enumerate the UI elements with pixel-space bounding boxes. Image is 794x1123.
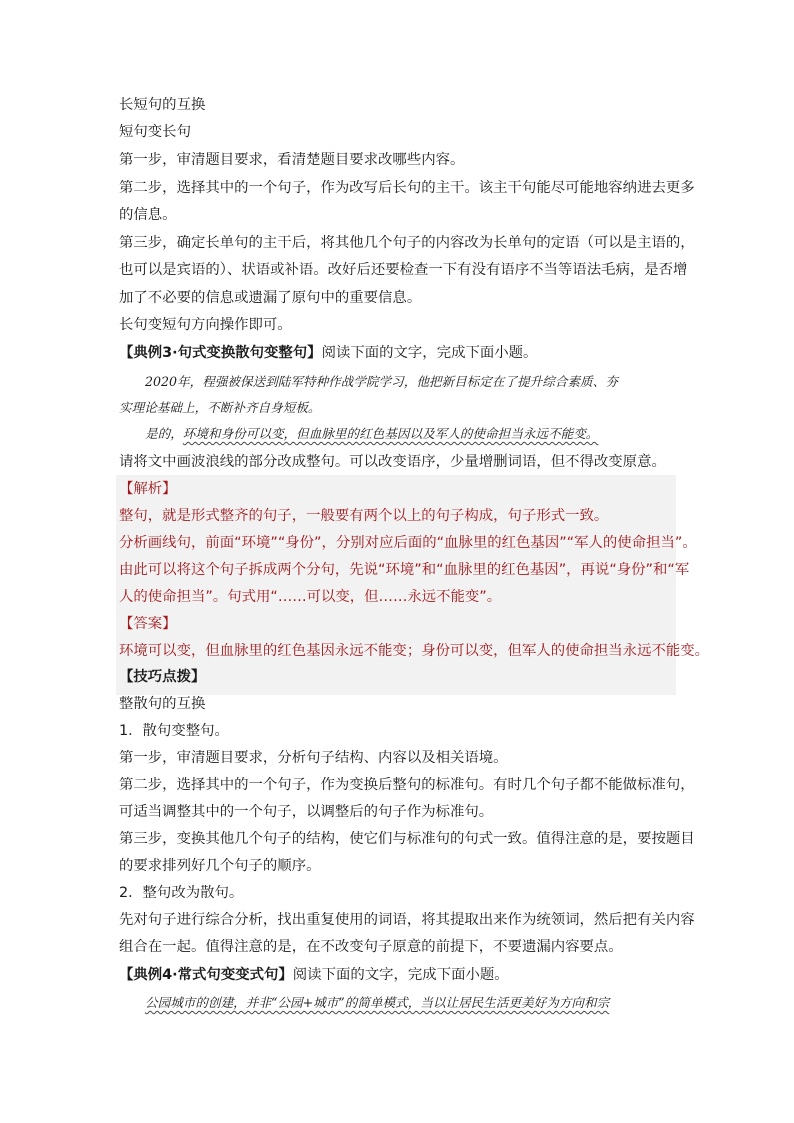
neat-to-scattered-line-2: 组合在一起。值得注意的是，在不改变句子原意的前提下，不要遗漏内容要点。 — [119, 939, 623, 955]
sub-point-1: 1．散句变整句。 — [119, 723, 229, 739]
question-text: 请将文中画波浪线的部分改成整句。可以改变语序，少量增删词语，但不得改变原意。 — [119, 454, 666, 470]
analysis-label: 【解析】 — [119, 481, 177, 497]
step-3-line-2: 也可以是宾语的）、状语或补语。改好后还要检查一下有没有语序不当等语法毛病，是否增 — [119, 262, 688, 278]
analysis-line-1: 整句，就是形式整齐的句子，一般要有两个以上的句子构成，句子形式一致。 — [119, 508, 609, 524]
sn-step-3-line-1: 第三步，变换其他几个句子的结构，使它们与标准句的句式一致。值得注意的是，要按题目 — [119, 831, 695, 847]
subheading-scattered-neat: 整散句的互换 — [119, 696, 206, 712]
step-2-line-1: 第二步，选择其中的一个句子，作为改写后长句的主干。该主干句能尽可能地容纳进去更多 — [119, 180, 695, 196]
tips-label: 【技巧点拨】 — [119, 669, 206, 685]
wavy-underlined-sentence: 环境和身份可以变，但血脉里的红色基因以及军人的使命担当永远不能变。 — [182, 426, 599, 441]
sn-step-1: 第一步，审清题目要求，分析句子结构、内容以及相关语境。 — [119, 750, 508, 766]
neat-to-scattered-line-1: 先对句子进行综合分析，找出重复使用的词语，将其提取出来作为统领词，然后把有关内容 — [119, 912, 695, 928]
example-4-header — [119, 965, 509, 985]
passage-prefix: 是的， — [145, 426, 183, 441]
sub-point-2: 2．整句改为散句。 — [119, 885, 244, 901]
passage-line-2: 实理论基础上，不断补齐自身短板。 — [119, 400, 321, 415]
example-3-header — [119, 343, 537, 363]
example-4-wavy-sentence: 公园城市的创建，并非“公园+城市”的简单模式，当以让居民生活更美好为方向和宗 — [145, 995, 610, 1010]
long-to-short-note: 长句变短句方向操作即可。 — [119, 317, 292, 333]
example-3-label: 【典例3·句式变换散句变整句】 — [119, 345, 322, 361]
analysis-line-4: 人的使命担当”。句式用“……可以变，但……永远不能变”。 — [119, 589, 502, 605]
sn-step-3-line-2: 的要求排列好几个句子的顺序。 — [119, 858, 321, 874]
answer-label: 【答案】 — [119, 616, 177, 632]
example-4-instruction: 阅读下面的文字，完成下面小题。 — [292, 967, 509, 983]
passage-line-3 — [119, 424, 701, 444]
step-3-line-1: 第三步，确定长单句的主干后，将其他几个句子的内容改为长单句的定语（可以是主语的， — [119, 235, 695, 251]
answer-text: 环境可以变，但血脉里的红色基因永远不能变；身份可以变，但军人的使命担当永远不能变。 — [119, 643, 710, 659]
step-1: 第一步，审清题目要求，看清楚题目要求改哪些内容。 — [119, 152, 465, 168]
sn-step-2-line-2: 可适当调整其中的一个句子，以调整后的句子作为标准句。 — [119, 804, 494, 820]
example-3-instruction: 阅读下面的文字，完成下面小题。 — [321, 345, 538, 361]
subheading-short-to-long: 短句变长句 — [119, 124, 191, 140]
passage-line-1: 2020年，程强被保送到陆军特种作战学院学习，他把新目标定在了提升综合素质、夯 — [145, 374, 618, 389]
step-3-line-3: 加了不必要的信息或遗漏了原句中的重要信息。 — [119, 290, 422, 306]
example-4-label: 【典例4·常式句变变式句】 — [119, 967, 293, 983]
analysis-line-3: 由此可以将这个句子拆成两个分句，先说“环境”和“血脉里的红色基因”，再说“身份”和“军 — [119, 562, 690, 578]
section-heading: 长短句的互换 — [119, 97, 206, 113]
step-2-line-2: 的信息。 — [119, 207, 177, 223]
sn-step-2-line-1: 第二步，选择其中的一个句子，作为变换后整句的标准句。有时几个句子都不能做标准句， — [119, 777, 695, 793]
example-4-passage-line-1 — [119, 993, 701, 1013]
analysis-line-2: 分析画线句，前面“环境”“身份”，分别对应后面的“血脉里的红色基因”“军人的使命担当”。 — [119, 535, 697, 551]
